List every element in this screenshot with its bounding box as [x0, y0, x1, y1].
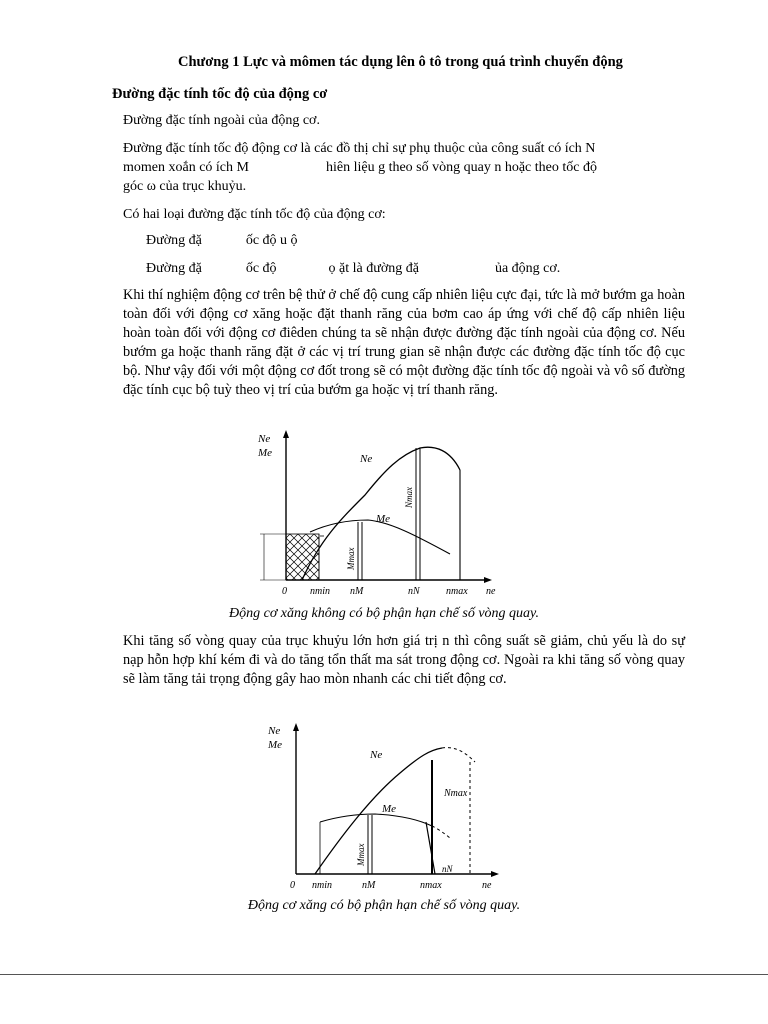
- vertical-label-nmax: Nmax: [404, 487, 414, 508]
- x-axis-arrow-icon: [484, 577, 492, 583]
- x-label-nm: nM: [362, 880, 376, 891]
- y-axis-arrow-icon: [283, 430, 289, 438]
- vertical-label-mmax: Mmax: [356, 843, 366, 866]
- section-title: Đường đặc tính tốc độ của động cơ: [112, 86, 328, 102]
- me-curve: [310, 520, 450, 554]
- figure-2-graph: [260, 718, 510, 893]
- y-label-me: Me: [268, 739, 283, 751]
- footer-divider: [0, 974, 768, 975]
- figure-2-caption: Động cơ xăng có bộ phận hạn chế số vòng quay.: [247, 898, 521, 913]
- me-curve: [320, 814, 432, 826]
- figure-2: [260, 718, 510, 893]
- paragraph-5: Khi tăng số vòng quay của trục khuỷu lớn hơn giá trị n thì công suất sẽ giảm, chủ yếu là do sự nạp hỗn hợp khí kém đi và do tăng tổn thất ma sát trong động cơ. Ngoài ra khi tăng số vòng quay sẽ làm tăng tải trọng động gây hao mòn nhanh các chi tiết động cơ.: [123, 633, 685, 687]
- origin-label: 0: [282, 586, 287, 597]
- x-axis-label: ne: [486, 586, 496, 597]
- list-item-2-d: ủa động cơ.: [494, 261, 561, 276]
- origin-label: 0: [290, 880, 295, 891]
- list-item-2-a: Đường đặ: [146, 261, 202, 276]
- x-label-nm: nM: [350, 586, 364, 597]
- x-label-nmax: nmax: [420, 880, 442, 891]
- paragraph-3: Có hai loại đường đặc tính tốc độ của động cơ:: [123, 207, 386, 222]
- list-item-1-a: Đường đặ: [146, 233, 202, 248]
- paragraph-2-line-2-b: hiên liệu g theo số vòng quay n hoặc theo tốc độ: [325, 160, 597, 175]
- list-item-2: [146, 259, 708, 278]
- x-label-nmin: nmin: [312, 880, 332, 891]
- figure-1: [250, 430, 510, 598]
- me-curve-dashed: [432, 826, 450, 838]
- chapter-title: Chương 1 Lực và mômen tác dụng lên ô tô trong quá trình chuyển động: [178, 54, 623, 70]
- paragraph-2-line-2-a: momen xoắn có ích M: [123, 160, 249, 175]
- limit-line-2: [426, 822, 435, 874]
- ne-curve-dashed: [442, 748, 475, 762]
- label-nn: nN: [442, 864, 453, 874]
- paragraph-1: Đường đặc tính ngoài của động cơ.: [123, 113, 320, 128]
- curve-label-ne: Ne: [370, 749, 383, 761]
- figure-1-graph: [250, 430, 510, 598]
- x-axis-arrow-icon: [491, 871, 499, 877]
- curve-label-me: Me: [376, 513, 391, 525]
- list-item-1: [146, 231, 708, 250]
- y-axis-arrow-icon: [293, 723, 299, 731]
- y-label-ne: Ne: [268, 725, 281, 737]
- x-label-nmin: nmin: [310, 586, 330, 597]
- paragraph-2-line-3: góc ω của trục khuỷu.: [123, 179, 247, 194]
- x-axis-label: ne: [482, 880, 492, 891]
- x-label-nmax: nmax: [446, 586, 468, 597]
- vertical-label-mmax: Mmax: [346, 547, 356, 570]
- paragraph-2-line-2: [123, 158, 685, 177]
- x-label-nn: nN: [408, 586, 420, 597]
- paragraph-4: Khi thí nghiệm động cơ trên bệ thử ở chế độ cung cấp nhiên liệu cực đại, tức là mở bướm ga hoàn toàn đối với động cơ xăng hoặc đặt thanh răng của bơm cao áp ứng với chế độ cấp nhiên liệu hoàn toàn đối với động cơ điêden chúng ta sẽ nhận được đường đặc tính ngoài của động cơ. Nếu bướm ga hoặc thanh răng đặt ở các vị trí trung gian sẽ nhận được các đường đặc tính tốc độ cục bộ. Như vậy đối với một động cơ đốt trong sẽ có một đường đặc tính tốc độ ngoài và vô số đường đặc tính cục bộ tuỳ theo vị trí của bướm ga hoặc vị trí thanh răng.: [123, 287, 685, 398]
- label-nmax: Nmax: [444, 788, 468, 799]
- paragraph-2-line-1: Đường đặc tính tốc độ động cơ là các đồ thị chỉ sự phụ thuộc của công suất có ích N: [123, 141, 596, 156]
- y-label-ne: Ne: [258, 433, 271, 445]
- curve-label-ne: Ne: [360, 453, 373, 465]
- list-item-2-b: ốc độ: [245, 261, 277, 276]
- list-item-2-c: ọ ặt là đường đặ: [328, 261, 419, 276]
- curve-label-me: Me: [382, 803, 397, 815]
- figure-1-caption: Động cơ xăng không có bộ phận hạn chế số vòng quay.: [229, 606, 539, 621]
- y-label-me: Me: [258, 447, 273, 459]
- ne-curve: [315, 748, 442, 874]
- list-item-1-b: ốc độ u ộ: [245, 233, 298, 248]
